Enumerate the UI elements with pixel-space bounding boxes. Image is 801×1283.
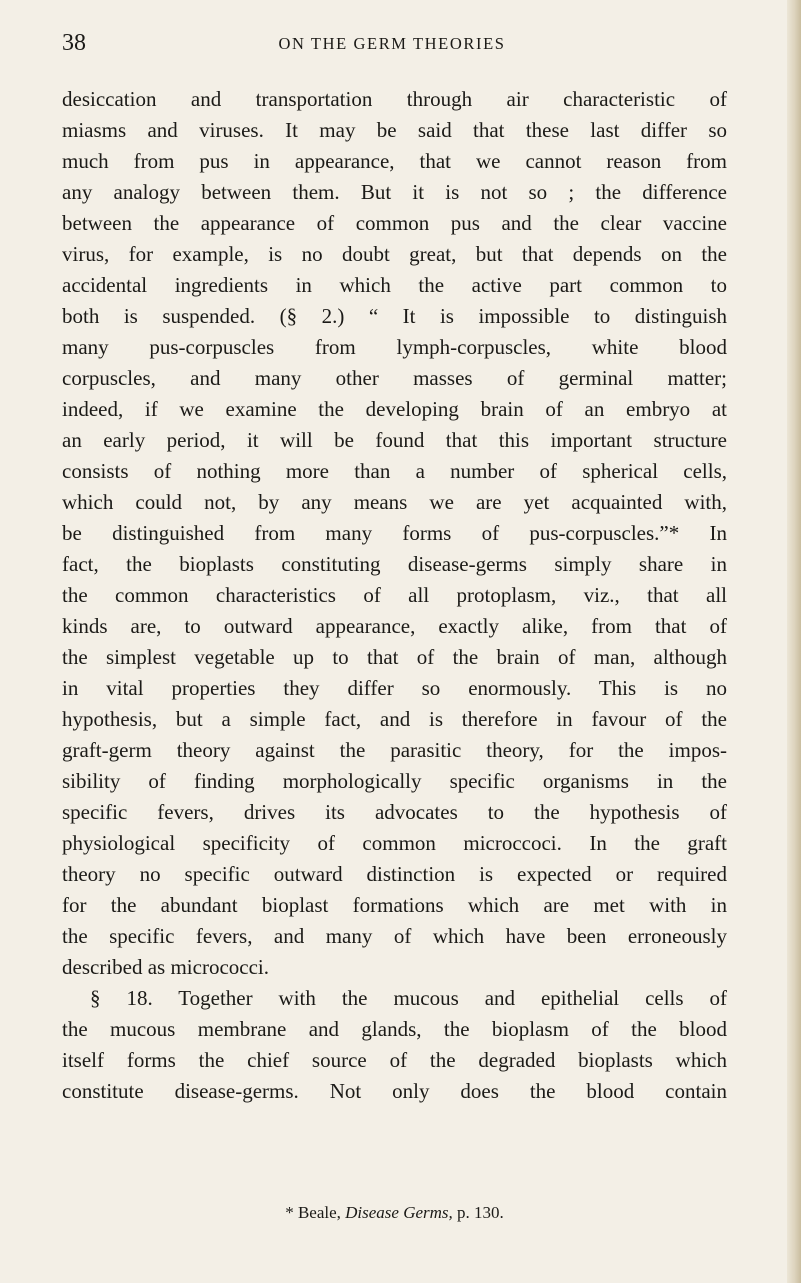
text-line: between the appearance of common pus and the clear vaccine <box>62 211 727 235</box>
footnote-title: Disease Germs, <box>345 1203 453 1222</box>
text-line: the simplest vegetable up to that of the brain of man, although <box>62 645 727 669</box>
paragraph-end-line: described as micrococci. <box>62 955 269 979</box>
text-line: virus, for example, is no doubt great, but that depends on the <box>62 242 727 266</box>
page-header <box>62 28 722 58</box>
page-number: 38 <box>62 30 86 56</box>
text-line: indeed, if we examine the developing brain of an embryo at <box>62 397 727 421</box>
text-line: many pus-corpuscles from lymph-corpuscles, white blood <box>62 335 727 359</box>
text-line: accidental ingredients in which the active part common to <box>62 273 727 297</box>
body-text <box>62 84 727 1107</box>
footnote <box>62 1201 727 1225</box>
text-line: consists of nothing more than a number of spherical cells, <box>62 459 727 483</box>
page-edge <box>787 0 801 1283</box>
text-line: specific fevers, drives its advocates to the hypothesis of <box>62 800 727 824</box>
text-line: graft-germ theory against the parasitic theory, for the impos- <box>62 738 727 762</box>
text-line: the mucous membrane and glands, the bioplasm of the blood <box>62 1017 727 1041</box>
text-line: in vital properties they differ so enormously. This is no <box>62 676 727 700</box>
text-line: both is suspended. (§ 2.) “ It is impossible to distinguish <box>62 304 727 328</box>
text-line: kinds are, to outward appearance, exactly alike, from that of <box>62 614 727 638</box>
text-line: much from pus in appearance, that we cannot reason from <box>62 149 727 173</box>
text-line: the specific fevers, and many of which have been erroneously <box>62 924 727 948</box>
text-line: constitute disease-germs. Not only does the blood contain <box>62 1079 727 1103</box>
text-line: corpuscles, and many other masses of germinal matter; <box>62 366 727 390</box>
text-line: theory no specific outward distinction is expected or required <box>62 862 727 886</box>
section-heading-line: § 18. Together with the mucous and epithelial cells of <box>90 986 727 1010</box>
text-line: miasms and viruses. It may be said that these last differ so <box>62 118 727 142</box>
text-line: for the abundant bioplast formations which are met with in <box>62 893 727 917</box>
text-line: hypothesis, but a simple fact, and is therefore in favour of the <box>62 707 727 731</box>
text-line: an early period, it will be found that this important structure <box>62 428 727 452</box>
text-line: fact, the bioplasts constituting disease-germs simply share in <box>62 552 727 576</box>
text-line: the common characteristics of all protoplasm, viz., that all <box>62 583 727 607</box>
text-line: sibility of finding morphologically specific organisms in the <box>62 769 727 793</box>
text-line: any analogy between them. But it is not so ; the difference <box>62 180 727 204</box>
text-line: be distinguished from many forms of pus-corpuscles.”* In <box>62 521 727 545</box>
text-line: which could not, by any means we are yet acquainted with, <box>62 490 727 514</box>
running-head: ON THE GERM THEORIES <box>278 34 506 53</box>
footnote-page-ref: p. 130. <box>457 1203 504 1222</box>
text-line: itself forms the chief source of the degraded bioplasts which <box>62 1048 727 1072</box>
footnote-author: * Beale, <box>285 1203 341 1222</box>
text-line: physiological specificity of common microccoci. In the graft <box>62 831 727 855</box>
text-line: desiccation and transportation through air characteristic of <box>62 87 727 111</box>
